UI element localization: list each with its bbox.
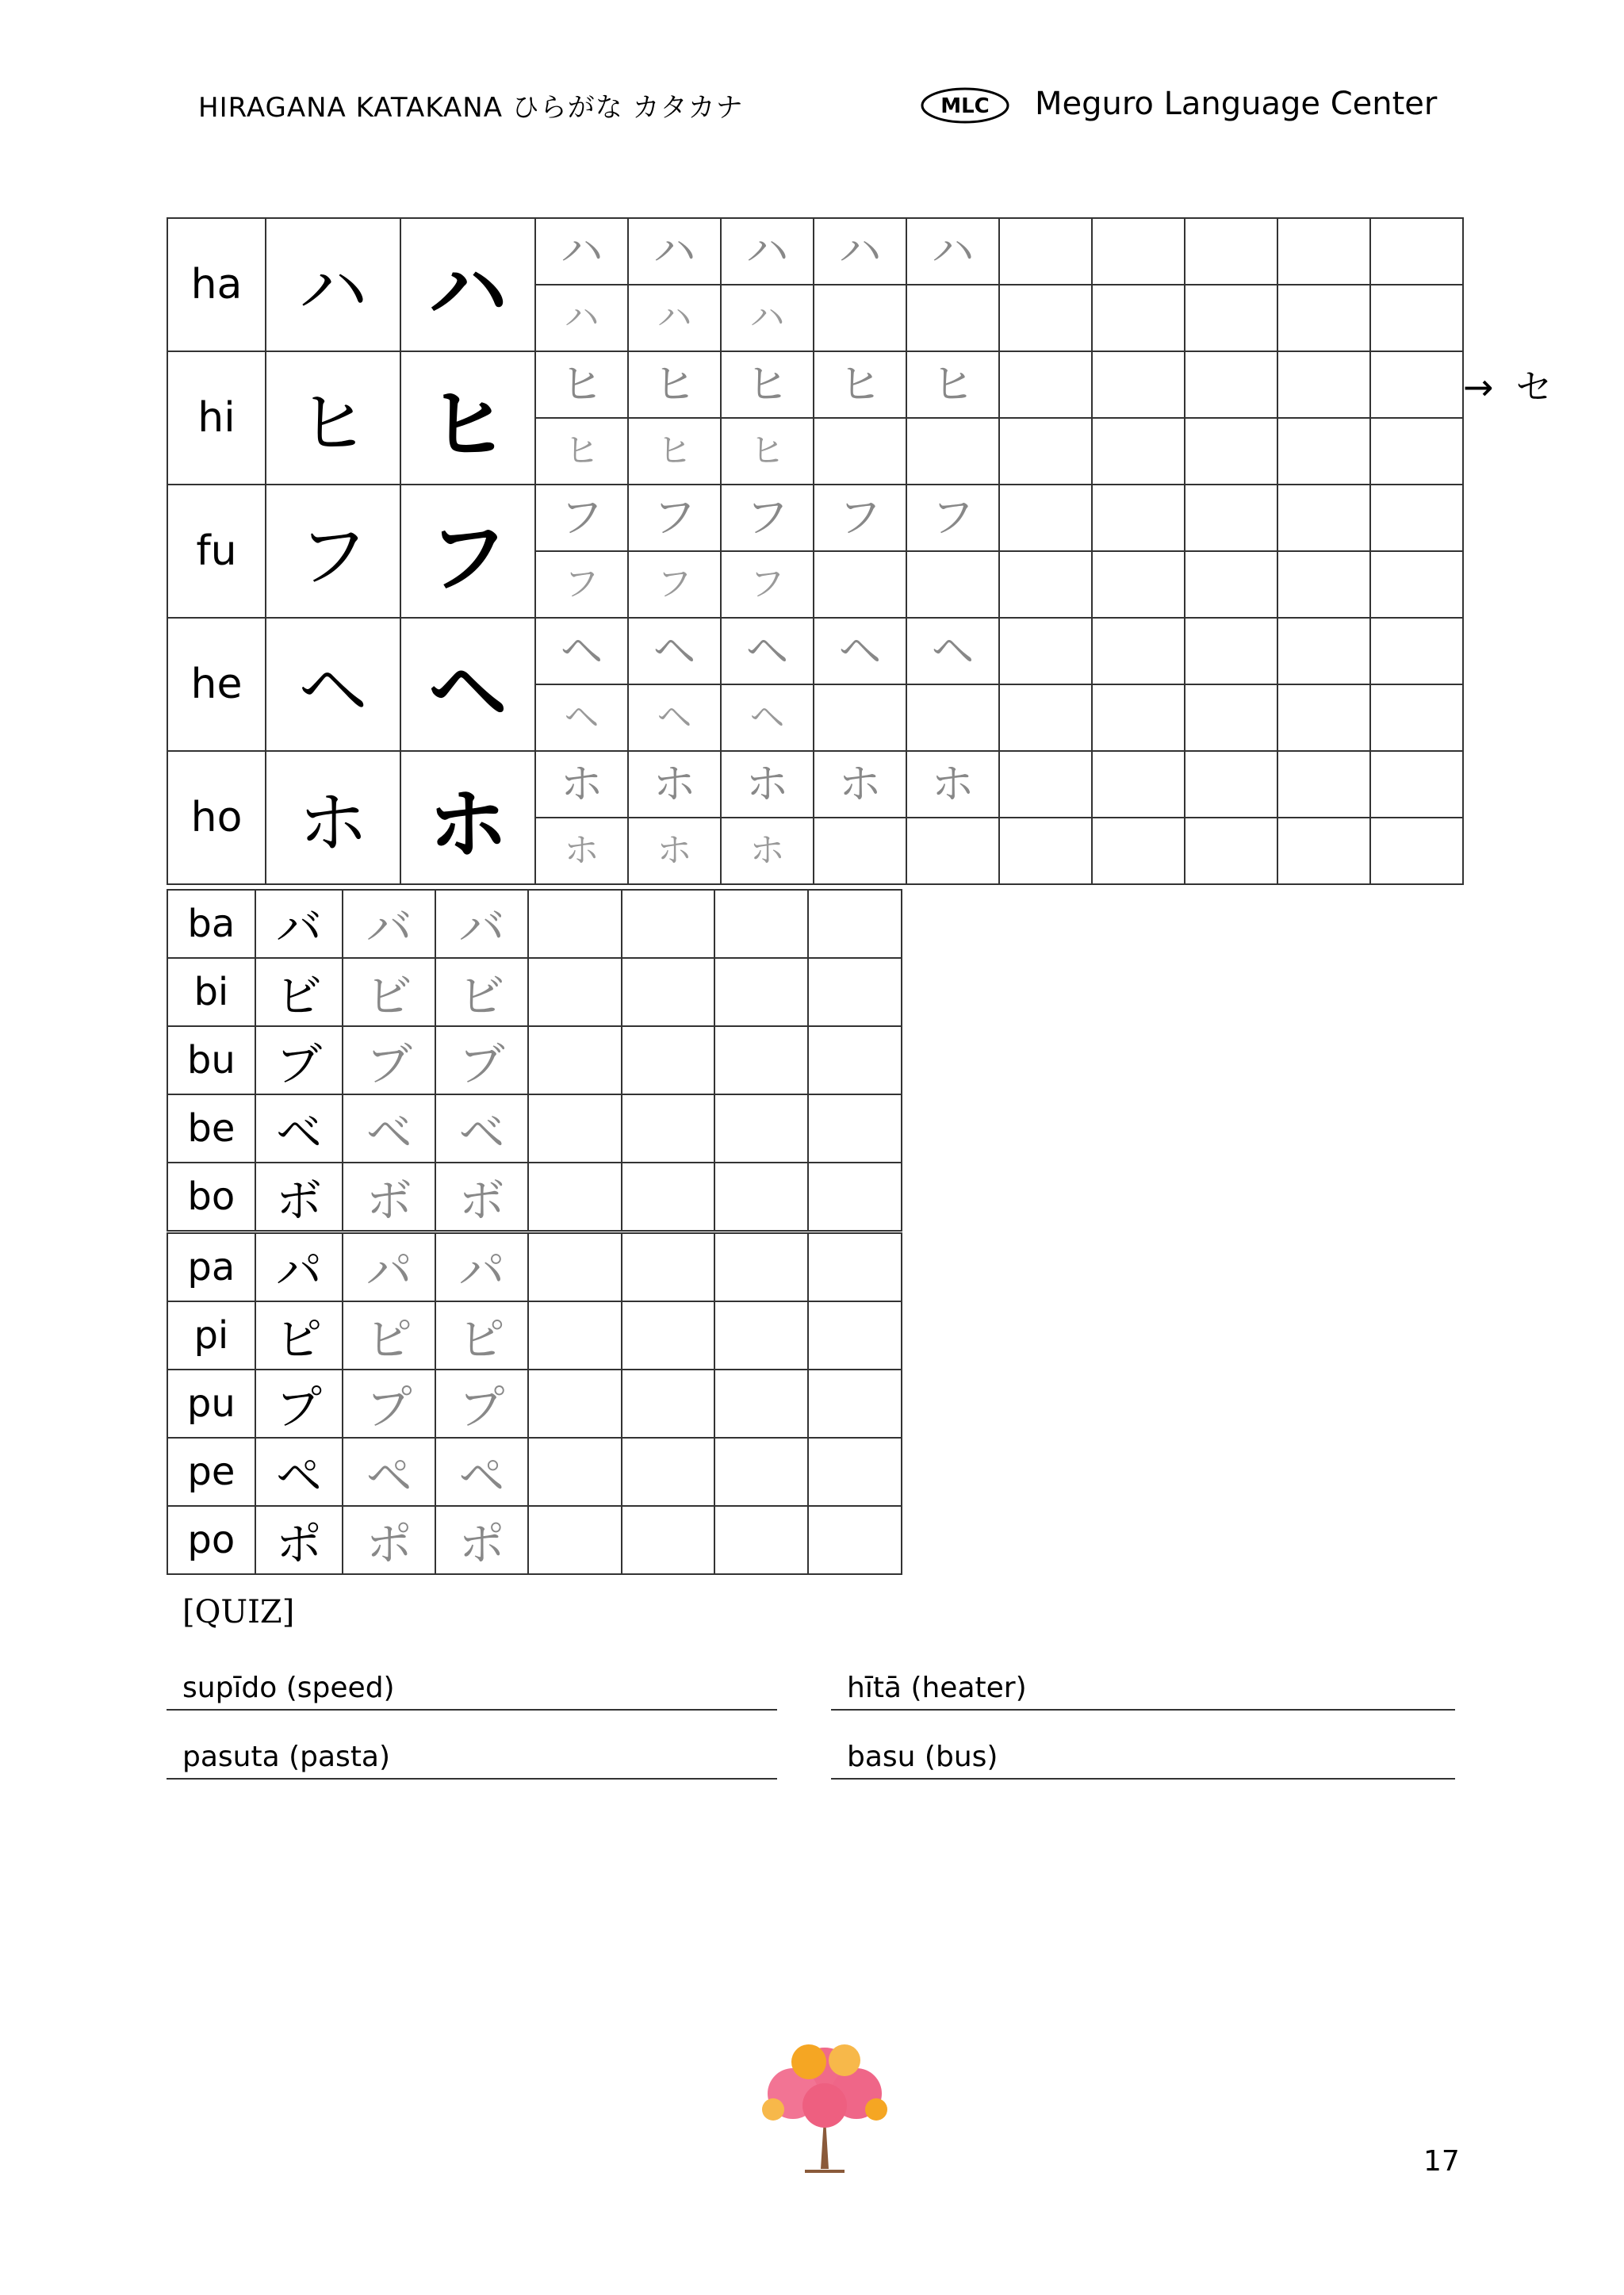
mlc-logo xyxy=(920,86,1011,125)
stroke-order-cell: ヘ xyxy=(628,684,721,751)
stroke-order-cell: フ xyxy=(535,551,628,618)
practice-cell[interactable] xyxy=(714,1026,808,1094)
practice-cell[interactable] xyxy=(1185,351,1277,418)
trace-cell: ハ xyxy=(906,218,999,285)
quiz-item-heater[interactable]: hītā (heater) xyxy=(831,1672,1455,1711)
practice-cell[interactable] xyxy=(1092,818,1185,884)
practice-cell[interactable] xyxy=(808,958,902,1026)
voiced-row-be xyxy=(167,1094,902,1163)
practice-cell[interactable] xyxy=(528,1301,622,1370)
katakana-model: ヘ xyxy=(400,618,535,751)
kana-model: バ xyxy=(255,890,343,958)
practice-cell[interactable] xyxy=(808,1301,902,1370)
practice-cell[interactable] xyxy=(622,1163,715,1232)
practice-cell[interactable] xyxy=(1185,285,1277,351)
practice-cell[interactable] xyxy=(1185,818,1277,884)
practice-cell[interactable] xyxy=(714,1094,808,1163)
trace-cell: パ xyxy=(343,1232,435,1302)
kana-model: ポ xyxy=(255,1506,343,1574)
kana-model: ボ xyxy=(255,1163,343,1232)
practice-cell[interactable] xyxy=(808,1026,902,1094)
practice-cell[interactable] xyxy=(1092,751,1185,818)
romaji-label: pi xyxy=(167,1301,255,1370)
practice-cell[interactable] xyxy=(528,958,622,1026)
voiced-row-ba xyxy=(167,890,902,958)
stroke-order-cell: フ xyxy=(628,551,721,618)
katakana-model: ヒ xyxy=(400,351,535,485)
practice-cell[interactable] xyxy=(1277,285,1370,351)
trace-cell: ヒ xyxy=(628,351,721,418)
practice-cell[interactable] xyxy=(999,684,1092,751)
stroke-order-cell: フ xyxy=(721,551,814,618)
practice-cell[interactable] xyxy=(1370,684,1463,751)
voiced-row-pu xyxy=(167,1370,902,1438)
practice-cell[interactable] xyxy=(528,1232,622,1302)
practice-cell[interactable] xyxy=(1277,684,1370,751)
trace-cell: ヒ xyxy=(535,351,628,418)
practice-cell[interactable] xyxy=(622,1301,715,1370)
practice-cell[interactable] xyxy=(528,1438,622,1506)
voiced-row-po xyxy=(167,1506,902,1574)
main-practice-grid xyxy=(167,217,1464,885)
practice-cell[interactable] xyxy=(622,1026,715,1094)
practice-cell[interactable] xyxy=(1092,285,1185,351)
practice-cell[interactable] xyxy=(714,1438,808,1506)
practice-cell[interactable] xyxy=(1370,818,1463,884)
romaji-label: bu xyxy=(167,1026,255,1094)
brand-name: Meguro Language Center xyxy=(1035,86,1438,122)
practice-cell[interactable] xyxy=(1092,485,1185,551)
kana-row-ha xyxy=(167,218,1463,285)
practice-cell[interactable] xyxy=(906,285,999,351)
trace-cell: ボ xyxy=(343,1163,435,1232)
practice-cell[interactable] xyxy=(999,285,1092,351)
trace-cell: プ xyxy=(343,1370,435,1438)
trace-cell: ホ xyxy=(721,751,814,818)
practice-cell[interactable] xyxy=(906,818,999,884)
tree-illustration xyxy=(749,2030,900,2173)
kana-model: ホ xyxy=(266,751,400,884)
trace-cell: ハ xyxy=(535,218,628,285)
trace-cell: ビ xyxy=(435,958,528,1026)
practice-cell[interactable] xyxy=(622,1232,715,1302)
practice-cell[interactable] xyxy=(1185,418,1277,485)
trace-cell: ホ xyxy=(628,751,721,818)
voiced-row-bi xyxy=(167,958,902,1026)
kana-row-hi xyxy=(167,351,1463,418)
practice-cell[interactable] xyxy=(528,1370,622,1438)
trace-cell: ハ xyxy=(814,218,906,285)
voiced-row-pe xyxy=(167,1438,902,1506)
next-kana-note xyxy=(1463,358,1553,411)
practice-cell[interactable] xyxy=(1092,551,1185,618)
practice-cell[interactable] xyxy=(814,285,906,351)
trace-cell: バ xyxy=(435,890,528,958)
stroke-order-cell: ヒ xyxy=(721,418,814,485)
practice-cell[interactable] xyxy=(999,618,1092,684)
trace-cell: ヒ xyxy=(721,351,814,418)
practice-cell[interactable] xyxy=(528,1163,622,1232)
trace-cell: フ xyxy=(906,485,999,551)
romaji-label: fu xyxy=(167,485,266,618)
practice-cell[interactable] xyxy=(1277,818,1370,884)
practice-cell[interactable] xyxy=(1277,618,1370,684)
trace-cell: フ xyxy=(814,485,906,551)
voiced-practice-grid xyxy=(167,889,902,1575)
practice-cell[interactable] xyxy=(1092,684,1185,751)
practice-cell[interactable] xyxy=(1277,218,1370,285)
kana-row-he xyxy=(167,618,1463,684)
romaji-label: po xyxy=(167,1506,255,1574)
quiz-item-speed[interactable]: supīdo (speed) xyxy=(167,1672,777,1711)
trace-cell: ポ xyxy=(343,1506,435,1574)
practice-cell[interactable] xyxy=(714,958,808,1026)
practice-cell[interactable] xyxy=(1092,618,1185,684)
practice-cell[interactable] xyxy=(528,890,622,958)
stroke-order-cell: ハ xyxy=(628,285,721,351)
practice-cell[interactable] xyxy=(999,818,1092,884)
practice-cell[interactable] xyxy=(622,958,715,1026)
romaji-label: pe xyxy=(167,1438,255,1506)
practice-cell[interactable] xyxy=(808,1232,902,1302)
trace-cell: ヒ xyxy=(814,351,906,418)
practice-cell[interactable] xyxy=(714,890,808,958)
practice-cell[interactable] xyxy=(1185,684,1277,751)
trace-cell: ヘ xyxy=(535,618,628,684)
practice-cell[interactable] xyxy=(814,684,906,751)
trace-cell: ペ xyxy=(435,1438,528,1506)
romaji-label: bo xyxy=(167,1163,255,1232)
practice-cell[interactable] xyxy=(1092,218,1185,285)
quiz-title: [QUIZ] xyxy=(182,1594,295,1630)
practice-cell[interactable] xyxy=(1370,418,1463,485)
practice-cell[interactable] xyxy=(999,551,1092,618)
trace-cell: ホ xyxy=(814,751,906,818)
voiced-row-pi xyxy=(167,1301,902,1370)
practice-cell[interactable] xyxy=(999,418,1092,485)
stroke-order-cell: ホ xyxy=(535,818,628,884)
trace-cell: パ xyxy=(435,1232,528,1302)
kana-row-ho xyxy=(167,751,1463,818)
practice-cell[interactable] xyxy=(808,1506,902,1574)
arrow-icon: → xyxy=(1463,366,1494,408)
trace-cell: ペ xyxy=(343,1438,435,1506)
trace-cell: ヘ xyxy=(906,618,999,684)
katakana-model: ハ xyxy=(400,218,535,351)
katakana-model: ホ xyxy=(400,751,535,884)
stroke-order-cell: ハ xyxy=(721,285,814,351)
practice-cell[interactable] xyxy=(814,551,906,618)
trace-cell: ヒ xyxy=(906,351,999,418)
practice-cell[interactable] xyxy=(1185,218,1277,285)
practice-cell[interactable] xyxy=(808,1094,902,1163)
practice-cell[interactable] xyxy=(622,1438,715,1506)
practice-cell[interactable] xyxy=(622,1094,715,1163)
trace-cell: フ xyxy=(535,485,628,551)
practice-cell[interactable] xyxy=(528,1026,622,1094)
practice-cell[interactable] xyxy=(528,1094,622,1163)
practice-cell[interactable] xyxy=(906,418,999,485)
practice-cell[interactable] xyxy=(808,890,902,958)
practice-cell[interactable] xyxy=(906,684,999,751)
practice-cell[interactable] xyxy=(1370,618,1463,684)
romaji-label: bi xyxy=(167,958,255,1026)
trace-cell: プ xyxy=(435,1370,528,1438)
practice-cell[interactable] xyxy=(1185,551,1277,618)
kana-model: ヒ xyxy=(266,351,400,485)
romaji-label: ho xyxy=(167,751,266,884)
practice-cell[interactable] xyxy=(1370,751,1463,818)
practice-cell[interactable] xyxy=(1277,418,1370,485)
practice-cell[interactable] xyxy=(814,418,906,485)
practice-cell[interactable] xyxy=(906,551,999,618)
trace-cell: ハ xyxy=(721,218,814,285)
romaji-label: hi xyxy=(167,351,266,485)
kana-model: パ xyxy=(255,1232,343,1302)
practice-cell[interactable] xyxy=(999,751,1092,818)
practice-cell[interactable] xyxy=(999,485,1092,551)
practice-cell[interactable] xyxy=(528,1506,622,1574)
trace-cell: ヘ xyxy=(814,618,906,684)
trace-cell: ヘ xyxy=(721,618,814,684)
trace-cell: ピ xyxy=(343,1301,435,1370)
practice-cell[interactable] xyxy=(622,1370,715,1438)
quiz-item-pasta[interactable]: pasuta (pasta) xyxy=(167,1741,777,1780)
practice-cell[interactable] xyxy=(1370,485,1463,551)
kana-model: プ xyxy=(255,1370,343,1438)
trace-cell: フ xyxy=(628,485,721,551)
practice-cell[interactable] xyxy=(714,1301,808,1370)
kana-model: ブ xyxy=(255,1026,343,1094)
page-number: 17 xyxy=(1423,2145,1460,2178)
practice-cell[interactable] xyxy=(1277,485,1370,551)
stroke-order-cell: ヘ xyxy=(535,684,628,751)
kana-model: ハ xyxy=(266,218,400,351)
romaji-label: ha xyxy=(167,218,266,351)
trace-cell: ヘ xyxy=(628,618,721,684)
kana-model: フ xyxy=(266,485,400,618)
trace-cell: フ xyxy=(721,485,814,551)
practice-cell[interactable] xyxy=(714,1163,808,1232)
quiz-item-bus[interactable]: basu (bus) xyxy=(831,1741,1455,1780)
stroke-order-cell: ハ xyxy=(535,285,628,351)
romaji-label: pa xyxy=(167,1232,255,1302)
stroke-order-cell: ヒ xyxy=(628,418,721,485)
voiced-row-pa xyxy=(167,1232,902,1302)
next-kana: セ xyxy=(1515,366,1553,408)
stroke-order-cell: ヘ xyxy=(721,684,814,751)
trace-cell: ベ xyxy=(435,1094,528,1163)
practice-cell[interactable] xyxy=(1370,351,1463,418)
kana-model: ピ xyxy=(255,1301,343,1370)
logo-text: MLC xyxy=(940,94,990,118)
practice-cell[interactable] xyxy=(1370,551,1463,618)
practice-cell[interactable] xyxy=(814,818,906,884)
practice-cell[interactable] xyxy=(714,1370,808,1438)
practice-cell[interactable] xyxy=(1277,351,1370,418)
trace-cell: ブ xyxy=(343,1026,435,1094)
practice-cell[interactable] xyxy=(1277,751,1370,818)
practice-cell[interactable] xyxy=(808,1438,902,1506)
trace-cell: ハ xyxy=(628,218,721,285)
practice-cell[interactable] xyxy=(1370,285,1463,351)
practice-cell[interactable] xyxy=(1277,551,1370,618)
trace-cell: ビ xyxy=(343,958,435,1026)
kana-model: ペ xyxy=(255,1438,343,1506)
practice-cell[interactable] xyxy=(808,1163,902,1232)
practice-cell[interactable] xyxy=(1370,218,1463,285)
practice-cell[interactable] xyxy=(999,218,1092,285)
romaji-label: he xyxy=(167,618,266,751)
practice-cell[interactable] xyxy=(808,1370,902,1438)
kana-model: ベ xyxy=(255,1094,343,1163)
practice-cell[interactable] xyxy=(999,351,1092,418)
katakana-model: フ xyxy=(400,485,535,618)
practice-cell[interactable] xyxy=(1185,751,1277,818)
stroke-order-cell: ヒ xyxy=(535,418,628,485)
stroke-order-cell: ホ xyxy=(628,818,721,884)
practice-cell[interactable] xyxy=(1185,618,1277,684)
practice-cell[interactable] xyxy=(714,1506,808,1574)
trace-cell: ポ xyxy=(435,1506,528,1574)
practice-cell[interactable] xyxy=(622,890,715,958)
practice-cell[interactable] xyxy=(1092,418,1185,485)
voiced-row-bu xyxy=(167,1026,902,1094)
romaji-label: ba xyxy=(167,890,255,958)
trace-cell: ベ xyxy=(343,1094,435,1163)
trace-cell: ピ xyxy=(435,1301,528,1370)
trace-cell: ホ xyxy=(535,751,628,818)
practice-cell[interactable] xyxy=(622,1506,715,1574)
trace-cell: ホ xyxy=(906,751,999,818)
practice-cell[interactable] xyxy=(1185,485,1277,551)
trace-cell: ボ xyxy=(435,1163,528,1232)
practice-cell[interactable] xyxy=(1092,351,1185,418)
trace-cell: バ xyxy=(343,890,435,958)
romaji-label: be xyxy=(167,1094,255,1163)
stroke-order-cell: ホ xyxy=(721,818,814,884)
voiced-row-bo xyxy=(167,1163,902,1232)
trace-cell: ブ xyxy=(435,1026,528,1094)
practice-cell[interactable] xyxy=(714,1232,808,1302)
romaji-label: pu xyxy=(167,1370,255,1438)
kana-row-fu xyxy=(167,485,1463,551)
page-header-title: HIRAGANA KATAKANA ひらがな カタカナ xyxy=(198,92,744,124)
kana-model: ヘ xyxy=(266,618,400,751)
kana-model: ビ xyxy=(255,958,343,1026)
